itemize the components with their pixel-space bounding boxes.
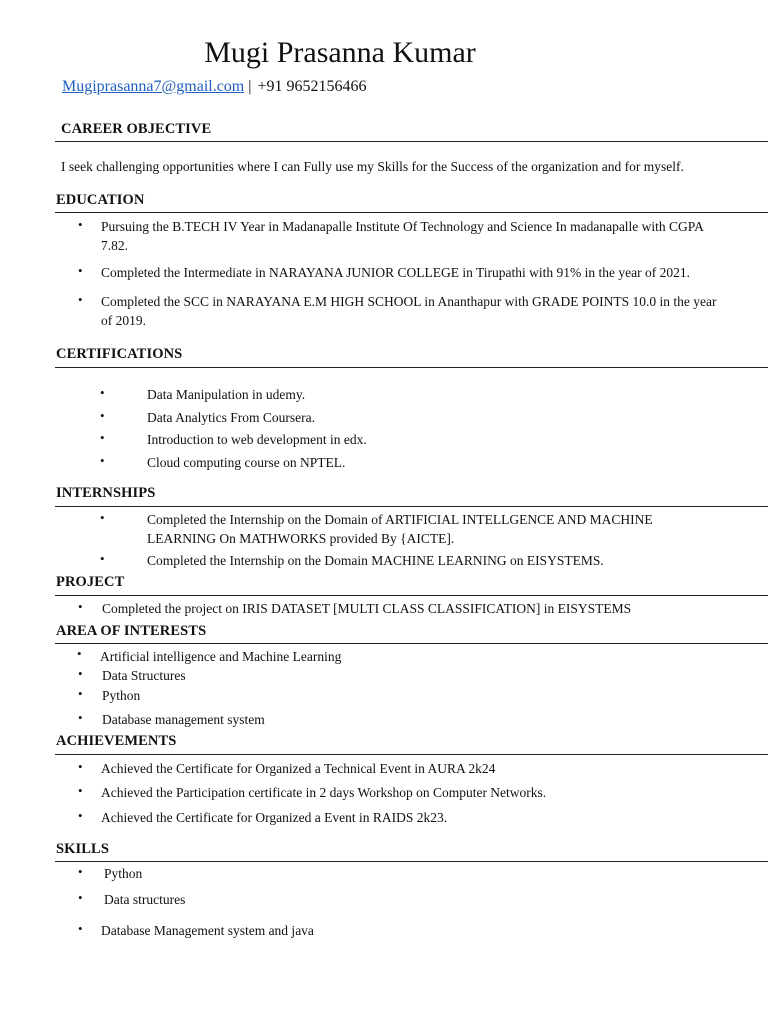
achievements-divider <box>55 754 768 755</box>
achievement-item: Achieved the Certificate for Organized a Event in RAIDS 2k23. <box>101 810 448 825</box>
contact-separator: | <box>248 78 252 95</box>
certification-item: Data Analytics From Coursera. <box>147 410 315 425</box>
skill-item: Python <box>104 866 143 881</box>
internship-item: Completed the Internship on the Domain MACHINE LEARNING on EISYSTEMS. <box>147 553 604 568</box>
interest-item: Database management system <box>102 712 265 727</box>
interests-divider <box>55 643 768 644</box>
bullet-icon: • <box>78 864 83 879</box>
certification-item: Introduction to web development in edx. <box>147 432 367 447</box>
project-heading: PROJECT <box>56 574 125 590</box>
certifications-heading: CERTIFICATIONS <box>56 346 183 362</box>
skill-item: Database Management system and java <box>101 923 314 938</box>
certifications-divider <box>55 367 768 368</box>
bullet-icon: • <box>78 686 83 701</box>
bullet-icon: • <box>78 666 83 681</box>
bullet-icon: • <box>78 921 83 936</box>
certification-item: Data Manipulation in udemy. <box>147 387 306 402</box>
education-item: Pursuing the B.TECH IV Year in Madanapalle Institute Of Technology and Science In madanapalle with CGPA 7.82. <box>101 219 704 253</box>
bullet-icon: • <box>100 551 105 566</box>
internships-divider <box>55 506 768 507</box>
education-item: Completed the SCC in NARAYANA E.M HIGH SCHOOL in Ananthapur with GRADE POINTS 10.0 in the year of 2019. <box>101 294 717 328</box>
internships-heading: INTERNSHIPS <box>56 485 156 501</box>
bullet-icon: • <box>78 759 83 774</box>
achievements-heading: ACHIEVEMENTS <box>56 733 177 749</box>
education-divider <box>55 212 768 213</box>
bullet-icon: • <box>78 710 83 725</box>
project-item: Completed the project on IRIS DATASET [MULTI CLASS CLASSIFICATION] in EISYSTEMS <box>102 601 632 616</box>
resume-name: Mugi Prasanna Kumar <box>204 36 476 69</box>
skill-item: Data structures <box>104 892 186 907</box>
bullet-icon: • <box>100 453 105 468</box>
career-objective-divider <box>55 141 768 142</box>
phone-number: +91 9652156466 <box>257 78 367 95</box>
achievement-item: Achieved the Certificate for Organized a Technical Event in AURA 2k24 <box>101 761 496 776</box>
contact-line <box>62 78 366 96</box>
achievement-item: Achieved the Participation certificate in 2 days Workshop on Computer Networks. <box>101 785 547 800</box>
career-objective-heading: CAREER OBJECTIVE <box>61 121 212 137</box>
project-divider <box>55 595 768 596</box>
bullet-icon: • <box>78 263 83 278</box>
bullet-icon: • <box>78 808 83 823</box>
bullet-icon: • <box>78 599 83 614</box>
interest-item: Data Structures <box>102 668 186 683</box>
skills-heading: SKILLS <box>56 841 109 857</box>
bullet-icon: • <box>100 385 105 400</box>
education-heading: EDUCATION <box>56 192 145 208</box>
education-item: Completed the Intermediate in NARAYANA JUNIOR COLLEGE in Tirupathi with 91% in the year of 2021. <box>101 265 690 280</box>
bullet-icon: • <box>100 510 105 525</box>
bullet-icon: • <box>100 430 105 445</box>
career-objective-text: I seek challenging opportunities where I can Fully use my Skills for the Success of the organization and for myself. <box>61 159 684 174</box>
skills-divider <box>55 861 768 862</box>
bullet-icon: • <box>77 646 82 661</box>
bullet-icon: • <box>78 292 83 307</box>
email-link[interactable]: Mugiprasanna7@gmail.com <box>62 78 245 95</box>
bullet-icon: • <box>78 783 83 798</box>
certification-item: Cloud computing course on NPTEL. <box>147 455 346 470</box>
interest-item: Python <box>102 688 141 703</box>
bullet-icon: • <box>78 217 83 232</box>
bullet-icon: • <box>78 890 83 905</box>
interest-item: Artificial intelligence and Machine Learning <box>100 649 342 664</box>
bullet-icon: • <box>100 408 105 423</box>
interests-heading: AREA OF INTERESTS <box>56 623 207 639</box>
internship-item: Completed the Internship on the Domain of ARTIFICIAL INTELLGENCE AND MACHINE LEARNING On MATHWORKS provided By {AICTE]. <box>147 512 653 546</box>
